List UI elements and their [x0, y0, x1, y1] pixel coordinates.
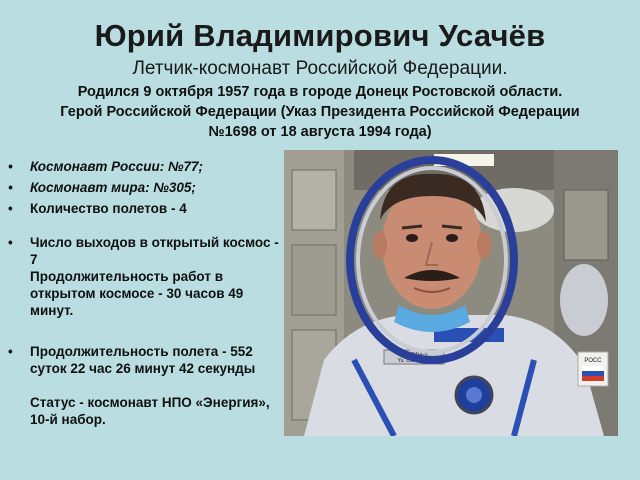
eye — [446, 234, 458, 242]
fact-cosmonaut-world: Космонавт мира: №305; — [30, 180, 196, 195]
name-tag-line1: Ю. УСАЧЕВ — [400, 352, 428, 358]
name-tag-line2: Yu. USACHEV — [397, 358, 431, 364]
equipment-panel — [564, 190, 608, 260]
bullet-icon: • — [8, 344, 13, 359]
bullet-icon: • — [8, 159, 13, 174]
equipment-panel — [292, 170, 336, 230]
patch-text: РОСС — [584, 358, 602, 364]
bullet-icon: • — [8, 201, 13, 216]
bio-line: №1698 от 18 августа 1994 года) — [208, 124, 432, 140]
eyebrow — [402, 226, 422, 228]
list-item — [8, 343, 286, 428]
rank-subtitle: Летчик-космонавт Российской Федерации. — [132, 58, 508, 79]
fact-cosmonaut-russia: Космонавт России: №77; — [30, 159, 203, 174]
page-title: Юрий Владимирович Усачёв — [94, 18, 546, 53]
fact-eva-count: Число выходов в открытый космос - 7 — [30, 235, 279, 267]
bio-line: Родился 9 октября 1957 года в городе Донецк Ростовской области. — [77, 84, 563, 100]
fact-eva-duration: Продолжительность работ в открытом космосе - 30 часов 49 минут. — [30, 269, 244, 318]
fact-flights: Количество полетов - 4 — [30, 201, 187, 216]
biography — [30, 82, 610, 142]
list-item — [8, 234, 286, 319]
equipment-panel — [292, 245, 336, 315]
ear — [477, 231, 491, 259]
ear — [373, 231, 387, 259]
bullet-icon: • — [8, 235, 13, 250]
cosmonaut-portrait-image — [284, 150, 618, 436]
flag-stripe-white — [582, 366, 604, 371]
eye — [406, 234, 418, 242]
bullet-icon: • — [8, 180, 13, 195]
flag-stripe-blue — [582, 371, 604, 376]
eyebrow — [442, 226, 462, 228]
bio-line: Герой Российской Федерации (Указ Президента Российской Федерации — [60, 104, 580, 120]
fact-flight-duration: Продолжительность полета - 552 суток 22 час 26 минут 42 секунды — [30, 344, 256, 376]
suit-connector-center — [466, 387, 482, 403]
list-item — [8, 200, 286, 217]
cosmonaut-photo — [284, 150, 618, 436]
flag-stripe-red — [582, 376, 604, 381]
list-item — [8, 179, 286, 196]
list-item — [8, 158, 286, 175]
stowage-bag — [560, 264, 608, 336]
facts-list — [8, 158, 286, 428]
fact-status: Статус - космонавт НПО «Энергия», 10-й набор. — [30, 395, 270, 427]
